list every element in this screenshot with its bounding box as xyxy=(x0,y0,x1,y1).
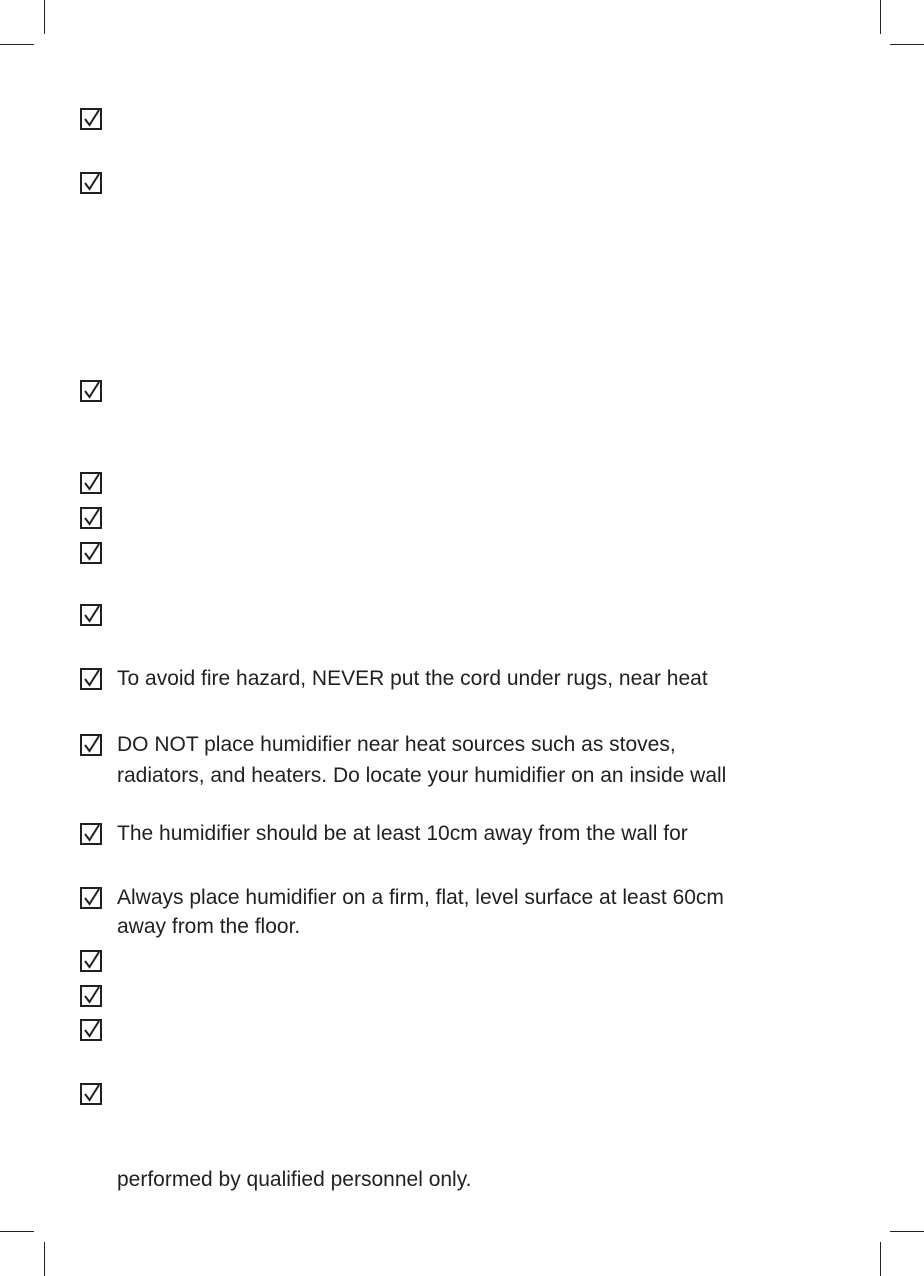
checked-box-icon xyxy=(80,734,102,756)
checked-box-icon xyxy=(80,380,102,402)
checked-box-icon xyxy=(80,950,102,972)
checked-box-icon xyxy=(80,823,102,845)
checked-box-icon xyxy=(80,1083,102,1105)
crop-mark-bottom-right xyxy=(880,1242,881,1276)
crop-mark-top-right xyxy=(880,0,881,34)
checklist-item-text: Always place humidifier on a firm, flat, level surface at least 60cm xyxy=(117,886,724,909)
checklist-item-text: radiators, and heaters. Do locate your humidifier on an inside wall xyxy=(117,764,727,787)
crop-mark-bottom-left-horizontal xyxy=(0,1231,34,1232)
checked-box-icon xyxy=(80,108,102,130)
trailing-text: performed by qualified personnel only. xyxy=(117,1168,472,1191)
checked-box-icon xyxy=(80,172,102,194)
crop-mark-top-right-horizontal xyxy=(890,44,924,45)
checklist-item-text: To avoid fire hazard, NEVER put the cord under rugs, near heat xyxy=(117,667,708,690)
crop-mark-bottom-left xyxy=(44,1242,45,1276)
checklist-item-text: The humidifier should be at least 10cm away from the wall for xyxy=(117,822,688,845)
checked-box-icon xyxy=(80,542,102,564)
crop-mark-top-left xyxy=(44,0,45,34)
checklist-item-text: DO NOT place humidifier near heat sources such as stoves, xyxy=(117,733,676,756)
crop-mark-bottom-right-horizontal xyxy=(890,1231,924,1232)
checked-box-icon xyxy=(80,985,102,1007)
checked-box-icon xyxy=(80,604,102,626)
crop-mark-top-left-horizontal xyxy=(0,44,34,45)
checked-box-icon xyxy=(80,668,102,690)
checked-box-icon xyxy=(80,1019,102,1041)
checked-box-icon xyxy=(80,472,102,494)
checked-box-icon xyxy=(80,507,102,529)
checklist-item-text: away from the floor. xyxy=(117,915,301,938)
checked-box-icon xyxy=(80,887,102,909)
